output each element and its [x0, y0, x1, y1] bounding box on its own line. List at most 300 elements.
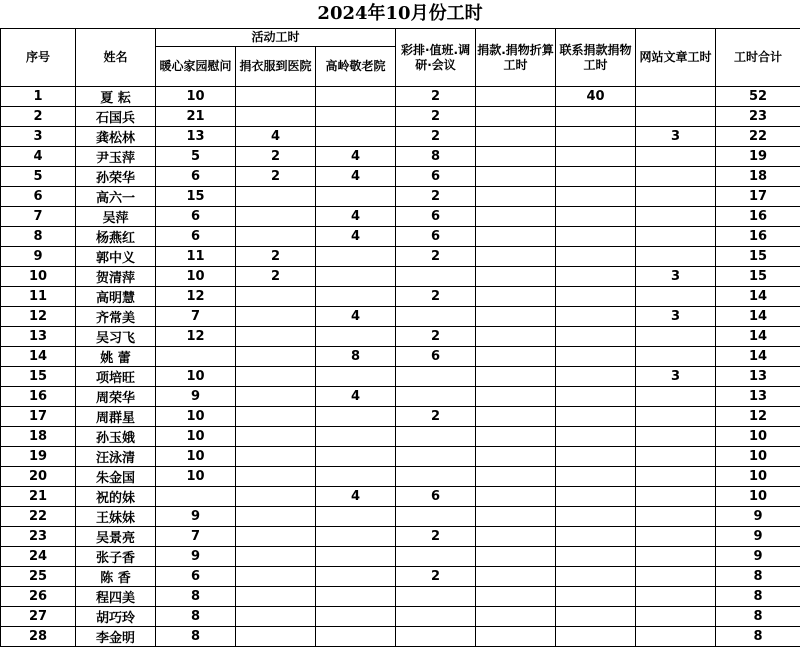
cell-clothes-hospital[interactable]: 2 — [236, 167, 316, 187]
cell-rehearsal[interactable] — [396, 267, 476, 287]
cell-total[interactable]: 16 — [716, 227, 800, 247]
table-row — [1, 447, 800, 467]
cell-seq[interactable]: 5 — [1, 167, 76, 187]
cell-seq[interactable]: 20 — [1, 467, 76, 487]
cell-clothes-hospital[interactable] — [236, 447, 316, 467]
cell-rehearsal[interactable]: 2 — [396, 107, 476, 127]
cell-liaison[interactable] — [556, 607, 636, 627]
table-row — [1, 247, 800, 267]
cell-clothes-hospital[interactable] — [236, 327, 316, 347]
cell-warm-home[interactable]: 10 — [156, 467, 236, 487]
header-liaison[interactable]: 联系捐款捐物工时 — [556, 29, 636, 87]
cell-liaison[interactable] — [556, 287, 636, 307]
cell-elder-home[interactable]: 4 — [316, 307, 396, 327]
cell-name[interactable]: 周群星 — [76, 407, 156, 427]
cell-elder-home[interactable] — [316, 627, 396, 647]
cell-liaison[interactable] — [556, 127, 636, 147]
cell-seq[interactable]: 13 — [1, 327, 76, 347]
cell-web-article[interactable] — [636, 587, 716, 607]
cell-rehearsal[interactable] — [396, 447, 476, 467]
cell-total[interactable]: 14 — [716, 347, 800, 367]
cell-liaison[interactable] — [556, 207, 636, 227]
header-seq[interactable]: 序号 — [1, 29, 76, 87]
cell-liaison[interactable] — [556, 367, 636, 387]
cell-clothes-hospital[interactable] — [236, 607, 316, 627]
cell-seq[interactable]: 28 — [1, 627, 76, 647]
cell-name[interactable]: 孙玉娥 — [76, 427, 156, 447]
cell-web-article[interactable] — [636, 407, 716, 427]
cell-total[interactable]: 17 — [716, 187, 800, 207]
cell-warm-home[interactable]: 10 — [156, 267, 236, 287]
table-row — [1, 387, 800, 407]
cell-donation-convert[interactable] — [476, 127, 556, 147]
cell-total[interactable]: 52 — [716, 87, 800, 107]
cell-liaison[interactable] — [556, 567, 636, 587]
cell-warm-home[interactable]: 6 — [156, 567, 236, 587]
cell-elder-home[interactable]: 4 — [316, 147, 396, 167]
cell-liaison[interactable] — [556, 587, 636, 607]
table-row — [1, 487, 800, 507]
cell-elder-home[interactable] — [316, 407, 396, 427]
cell-clothes-hospital[interactable] — [236, 287, 316, 307]
cell-name[interactable]: 杨燕红 — [76, 227, 156, 247]
cell-web-article[interactable] — [636, 547, 716, 567]
header-elder-home[interactable]: 高岭敬老院 — [316, 47, 396, 87]
cell-donation-convert[interactable] — [476, 207, 556, 227]
cell-rehearsal[interactable] — [396, 547, 476, 567]
cell-total[interactable]: 22 — [716, 127, 800, 147]
cell-total[interactable]: 23 — [716, 107, 800, 127]
cell-rehearsal[interactable]: 2 — [396, 187, 476, 207]
cell-name[interactable]: 张子香 — [76, 547, 156, 567]
cell-elder-home[interactable] — [316, 367, 396, 387]
header-warm-home[interactable]: 暖心家园慰问 — [156, 47, 236, 87]
cell-elder-home[interactable] — [316, 507, 396, 527]
cell-rehearsal[interactable]: 2 — [396, 327, 476, 347]
cell-donation-convert[interactable] — [476, 407, 556, 427]
cell-rehearsal[interactable] — [396, 587, 476, 607]
cell-seq[interactable]: 16 — [1, 387, 76, 407]
cell-donation-convert[interactable] — [476, 607, 556, 627]
cell-clothes-hospital[interactable] — [236, 487, 316, 507]
cell-liaison[interactable] — [556, 347, 636, 367]
cell-rehearsal[interactable]: 6 — [396, 167, 476, 187]
cell-rehearsal[interactable]: 8 — [396, 147, 476, 167]
header-web-article[interactable]: 网站文章工时 — [636, 29, 716, 87]
cell-seq[interactable]: 3 — [1, 127, 76, 147]
cell-web-article[interactable]: 3 — [636, 127, 716, 147]
cell-elder-home[interactable] — [316, 607, 396, 627]
cell-elder-home[interactable] — [316, 287, 396, 307]
cell-elder-home[interactable] — [316, 547, 396, 567]
cell-donation-convert[interactable] — [476, 567, 556, 587]
cell-elder-home[interactable] — [316, 127, 396, 147]
cell-name[interactable]: 朱金国 — [76, 467, 156, 487]
cell-liaison[interactable] — [556, 267, 636, 287]
cell-warm-home[interactable]: 12 — [156, 287, 236, 307]
cell-elder-home[interactable]: 4 — [316, 387, 396, 407]
cell-web-article[interactable] — [636, 347, 716, 367]
cell-name[interactable]: 郭中义 — [76, 247, 156, 267]
header-total[interactable]: 工时合计 — [716, 29, 800, 87]
cell-name[interactable]: 姚 蕾 — [76, 347, 156, 367]
cell-rehearsal[interactable]: 2 — [396, 287, 476, 307]
cell-total[interactable]: 8 — [716, 607, 800, 627]
cell-seq[interactable]: 12 — [1, 307, 76, 327]
cell-warm-home[interactable]: 21 — [156, 107, 236, 127]
cell-web-article[interactable] — [636, 107, 716, 127]
cell-seq[interactable]: 21 — [1, 487, 76, 507]
cell-clothes-hospital[interactable] — [236, 227, 316, 247]
cell-total[interactable]: 8 — [716, 627, 800, 647]
cell-donation-convert[interactable] — [476, 447, 556, 467]
cell-liaison[interactable] — [556, 527, 636, 547]
cell-seq[interactable]: 10 — [1, 267, 76, 287]
cell-name[interactable]: 孙荣华 — [76, 167, 156, 187]
cell-donation-convert[interactable] — [476, 327, 556, 347]
cell-rehearsal[interactable]: 2 — [396, 407, 476, 427]
cell-name[interactable]: 龚松林 — [76, 127, 156, 147]
cell-seq[interactable]: 6 — [1, 187, 76, 207]
cell-warm-home[interactable]: 6 — [156, 167, 236, 187]
cell-seq[interactable]: 4 — [1, 147, 76, 167]
header-name[interactable]: 姓名 — [76, 29, 156, 87]
cell-total[interactable]: 10 — [716, 467, 800, 487]
cell-web-article[interactable] — [636, 567, 716, 587]
cell-elder-home[interactable]: 4 — [316, 207, 396, 227]
cell-elder-home[interactable]: 4 — [316, 227, 396, 247]
cell-liaison[interactable] — [556, 387, 636, 407]
cell-rehearsal[interactable]: 2 — [396, 527, 476, 547]
cell-name[interactable]: 吴习飞 — [76, 327, 156, 347]
cell-total[interactable]: 13 — [716, 387, 800, 407]
cell-web-article[interactable] — [636, 447, 716, 467]
cell-web-article[interactable]: 3 — [636, 367, 716, 387]
cell-clothes-hospital[interactable] — [236, 467, 316, 487]
cell-web-article[interactable] — [636, 627, 716, 647]
cell-warm-home[interactable]: 10 — [156, 87, 236, 107]
cell-warm-home[interactable]: 7 — [156, 307, 236, 327]
cell-donation-convert[interactable] — [476, 627, 556, 647]
header-rehearsal[interactable]: 彩排·值班.调研·会议 — [396, 29, 476, 87]
cell-name[interactable]: 夏 耘 — [76, 87, 156, 107]
cell-donation-convert[interactable] — [476, 267, 556, 287]
cell-clothes-hospital[interactable]: 2 — [236, 147, 316, 167]
cell-elder-home[interactable] — [316, 427, 396, 447]
cell-elder-home[interactable] — [316, 527, 396, 547]
cell-liaison[interactable] — [556, 247, 636, 267]
cell-seq[interactable]: 9 — [1, 247, 76, 267]
cell-total[interactable]: 14 — [716, 287, 800, 307]
cell-donation-convert[interactable] — [476, 167, 556, 187]
cell-rehearsal[interactable] — [396, 607, 476, 627]
cell-warm-home[interactable]: 6 — [156, 207, 236, 227]
table-row — [1, 587, 800, 607]
cell-total[interactable]: 13 — [716, 367, 800, 387]
table-row — [1, 147, 800, 167]
cell-name[interactable]: 吴景亮 — [76, 527, 156, 547]
cell-web-article[interactable] — [636, 227, 716, 247]
cell-warm-home[interactable]: 10 — [156, 407, 236, 427]
cell-web-article[interactable] — [636, 427, 716, 447]
cell-clothes-hospital[interactable] — [236, 567, 316, 587]
cell-total[interactable]: 10 — [716, 487, 800, 507]
cell-seq[interactable]: 23 — [1, 527, 76, 547]
cell-clothes-hospital[interactable] — [236, 587, 316, 607]
cell-warm-home[interactable]: 10 — [156, 427, 236, 447]
cell-seq[interactable]: 18 — [1, 427, 76, 447]
cell-donation-convert[interactable] — [476, 307, 556, 327]
cell-warm-home[interactable]: 8 — [156, 587, 236, 607]
cell-liaison[interactable] — [556, 167, 636, 187]
cell-warm-home[interactable] — [156, 487, 236, 507]
table-row — [1, 87, 800, 107]
cell-seq[interactable]: 17 — [1, 407, 76, 427]
cell-clothes-hospital[interactable] — [236, 627, 316, 647]
cell-name[interactable]: 祝的妹 — [76, 487, 156, 507]
header-clothes-hospital[interactable]: 捐衣服到医院 — [236, 47, 316, 87]
cell-liaison[interactable] — [556, 507, 636, 527]
cell-web-article[interactable] — [636, 287, 716, 307]
cell-name[interactable]: 王妹妹 — [76, 507, 156, 527]
cell-rehearsal[interactable] — [396, 387, 476, 407]
cell-donation-convert[interactable] — [476, 427, 556, 447]
cell-rehearsal[interactable] — [396, 467, 476, 487]
cell-donation-convert[interactable] — [476, 347, 556, 367]
cell-name[interactable]: 吴萍 — [76, 207, 156, 227]
cell-warm-home[interactable]: 10 — [156, 367, 236, 387]
cell-total[interactable]: 15 — [716, 267, 800, 287]
cell-warm-home[interactable]: 10 — [156, 447, 236, 467]
cell-clothes-hospital[interactable] — [236, 547, 316, 567]
cell-total[interactable]: 8 — [716, 587, 800, 607]
cell-donation-convert[interactable] — [476, 187, 556, 207]
cell-elder-home[interactable] — [316, 87, 396, 107]
cell-total[interactable]: 18 — [716, 167, 800, 187]
cell-warm-home[interactable]: 7 — [156, 527, 236, 547]
cell-elder-home[interactable] — [316, 587, 396, 607]
cell-web-article[interactable] — [636, 607, 716, 627]
cell-name[interactable]: 贺清萍 — [76, 267, 156, 287]
cell-web-article[interactable] — [636, 87, 716, 107]
cell-donation-convert[interactable] — [476, 107, 556, 127]
cell-name[interactable]: 周荣华 — [76, 387, 156, 407]
cell-total[interactable]: 10 — [716, 427, 800, 447]
cell-rehearsal[interactable]: 2 — [396, 247, 476, 267]
cell-name[interactable]: 石国兵 — [76, 107, 156, 127]
cell-seq[interactable]: 25 — [1, 567, 76, 587]
cell-donation-convert[interactable] — [476, 547, 556, 567]
cell-elder-home[interactable] — [316, 267, 396, 287]
cell-donation-convert[interactable] — [476, 227, 556, 247]
cell-elder-home[interactable] — [316, 567, 396, 587]
cell-seq[interactable]: 24 — [1, 547, 76, 567]
cell-donation-convert[interactable] — [476, 87, 556, 107]
cell-web-article[interactable] — [636, 507, 716, 527]
cell-web-article[interactable] — [636, 467, 716, 487]
cell-web-article[interactable] — [636, 147, 716, 167]
cell-clothes-hospital[interactable]: 2 — [236, 267, 316, 287]
cell-liaison[interactable] — [556, 187, 636, 207]
cell-name[interactable]: 程四美 — [76, 587, 156, 607]
cell-web-article[interactable] — [636, 527, 716, 547]
cell-web-article[interactable] — [636, 207, 716, 227]
cell-liaison[interactable] — [556, 547, 636, 567]
cell-liaison[interactable] — [556, 227, 636, 247]
cell-seq[interactable]: 14 — [1, 347, 76, 367]
cell-donation-convert[interactable] — [476, 527, 556, 547]
cell-donation-convert[interactable] — [476, 247, 556, 267]
cell-web-article[interactable]: 3 — [636, 267, 716, 287]
cell-warm-home[interactable] — [156, 347, 236, 367]
cell-warm-home[interactable]: 6 — [156, 227, 236, 247]
cell-total[interactable]: 10 — [716, 447, 800, 467]
cell-rehearsal[interactable]: 2 — [396, 87, 476, 107]
cell-liaison[interactable] — [556, 307, 636, 327]
cell-seq[interactable]: 22 — [1, 507, 76, 527]
cell-clothes-hospital[interactable]: 4 — [236, 127, 316, 147]
header-activity-group[interactable]: 活动工时 — [156, 29, 396, 47]
cell-elder-home[interactable] — [316, 467, 396, 487]
cell-name[interactable]: 项培旺 — [76, 367, 156, 387]
cell-donation-convert[interactable] — [476, 387, 556, 407]
cell-total[interactable]: 14 — [716, 327, 800, 347]
cell-total[interactable]: 19 — [716, 147, 800, 167]
cell-web-article[interactable] — [636, 187, 716, 207]
cell-web-article[interactable]: 3 — [636, 307, 716, 327]
cell-elder-home[interactable]: 8 — [316, 347, 396, 367]
cell-donation-convert[interactable] — [476, 507, 556, 527]
cell-seq[interactable]: 26 — [1, 587, 76, 607]
cell-rehearsal[interactable] — [396, 627, 476, 647]
cell-name[interactable]: 齐常美 — [76, 307, 156, 327]
cell-warm-home[interactable]: 9 — [156, 547, 236, 567]
cell-total[interactable]: 8 — [716, 567, 800, 587]
header-donation-convert[interactable]: 捐款.捐物折算工时 — [476, 29, 556, 87]
cell-web-article[interactable] — [636, 487, 716, 507]
cell-clothes-hospital[interactable] — [236, 427, 316, 447]
cell-elder-home[interactable] — [316, 447, 396, 467]
cell-name[interactable]: 胡巧玲 — [76, 607, 156, 627]
cell-clothes-hospital[interactable] — [236, 347, 316, 367]
cell-seq[interactable]: 8 — [1, 227, 76, 247]
cell-seq[interactable]: 2 — [1, 107, 76, 127]
cell-donation-convert[interactable] — [476, 587, 556, 607]
cell-liaison[interactable] — [556, 107, 636, 127]
cell-liaison[interactable] — [556, 147, 636, 167]
cell-warm-home[interactable]: 12 — [156, 327, 236, 347]
cell-liaison[interactable] — [556, 427, 636, 447]
cell-clothes-hospital[interactable] — [236, 307, 316, 327]
cell-name[interactable]: 尹玉萍 — [76, 147, 156, 167]
cell-rehearsal[interactable]: 6 — [396, 227, 476, 247]
cell-warm-home[interactable]: 13 — [156, 127, 236, 147]
cell-total[interactable]: 9 — [716, 527, 800, 547]
cell-elder-home[interactable] — [316, 327, 396, 347]
cell-seq[interactable]: 15 — [1, 367, 76, 387]
cell-liaison[interactable] — [556, 487, 636, 507]
cell-seq[interactable]: 11 — [1, 287, 76, 307]
cell-clothes-hospital[interactable] — [236, 507, 316, 527]
cell-elder-home[interactable] — [316, 247, 396, 267]
cell-donation-convert[interactable] — [476, 367, 556, 387]
cell-warm-home[interactable]: 5 — [156, 147, 236, 167]
cell-web-article[interactable] — [636, 167, 716, 187]
cell-clothes-hospital[interactable] — [236, 187, 316, 207]
cell-warm-home[interactable]: 11 — [156, 247, 236, 267]
cell-total[interactable]: 16 — [716, 207, 800, 227]
cell-warm-home[interactable]: 9 — [156, 507, 236, 527]
cell-donation-convert[interactable] — [476, 287, 556, 307]
cell-total[interactable]: 9 — [716, 507, 800, 527]
cell-liaison[interactable] — [556, 407, 636, 427]
cell-liaison[interactable] — [556, 627, 636, 647]
cell-clothes-hospital[interactable] — [236, 387, 316, 407]
cell-seq[interactable]: 7 — [1, 207, 76, 227]
cell-name[interactable]: 高明慧 — [76, 287, 156, 307]
cell-clothes-hospital[interactable] — [236, 107, 316, 127]
cell-donation-convert[interactable] — [476, 487, 556, 507]
cell-elder-home[interactable] — [316, 187, 396, 207]
cell-clothes-hospital[interactable] — [236, 367, 316, 387]
cell-rehearsal[interactable] — [396, 507, 476, 527]
cell-warm-home[interactable]: 9 — [156, 387, 236, 407]
cell-donation-convert[interactable] — [476, 147, 556, 167]
cell-warm-home[interactable]: 15 — [156, 187, 236, 207]
cell-clothes-hospital[interactable] — [236, 87, 316, 107]
cell-name[interactable]: 高六一 — [76, 187, 156, 207]
cell-web-article[interactable] — [636, 247, 716, 267]
cell-seq[interactable]: 1 — [1, 87, 76, 107]
cell-clothes-hospital[interactable] — [236, 527, 316, 547]
cell-clothes-hospital[interactable] — [236, 407, 316, 427]
cell-total[interactable]: 9 — [716, 547, 800, 567]
cell-web-article[interactable] — [636, 327, 716, 347]
cell-warm-home[interactable]: 8 — [156, 607, 236, 627]
cell-liaison[interactable] — [556, 327, 636, 347]
cell-name[interactable]: 汪泳清 — [76, 447, 156, 467]
cell-donation-convert[interactable] — [476, 467, 556, 487]
cell-rehearsal[interactable]: 6 — [396, 347, 476, 367]
table-row — [1, 167, 800, 187]
cell-elder-home[interactable] — [316, 107, 396, 127]
cell-liaison[interactable]: 40 — [556, 87, 636, 107]
cell-warm-home[interactable]: 8 — [156, 627, 236, 647]
cell-web-article[interactable] — [636, 387, 716, 407]
cell-elder-home[interactable]: 4 — [316, 487, 396, 507]
cell-elder-home[interactable]: 4 — [316, 167, 396, 187]
table-row — [1, 127, 800, 147]
cell-rehearsal[interactable] — [396, 367, 476, 387]
cell-liaison[interactable] — [556, 467, 636, 487]
cell-total[interactable]: 14 — [716, 307, 800, 327]
cell-clothes-hospital[interactable] — [236, 207, 316, 227]
cell-total[interactable]: 15 — [716, 247, 800, 267]
cell-name[interactable]: 李金明 — [76, 627, 156, 647]
cell-rehearsal[interactable]: 6 — [396, 207, 476, 227]
cell-liaison[interactable] — [556, 447, 636, 467]
cell-rehearsal[interactable] — [396, 307, 476, 327]
cell-rehearsal[interactable] — [396, 427, 476, 447]
cell-total[interactable]: 12 — [716, 407, 800, 427]
cell-rehearsal[interactable]: 6 — [396, 487, 476, 507]
cell-rehearsal[interactable]: 2 — [396, 567, 476, 587]
cell-seq[interactable]: 19 — [1, 447, 76, 467]
cell-clothes-hospital[interactable]: 2 — [236, 247, 316, 267]
cell-name[interactable]: 陈 香 — [76, 567, 156, 587]
cell-rehearsal[interactable]: 2 — [396, 127, 476, 147]
cell-seq[interactable]: 27 — [1, 607, 76, 627]
